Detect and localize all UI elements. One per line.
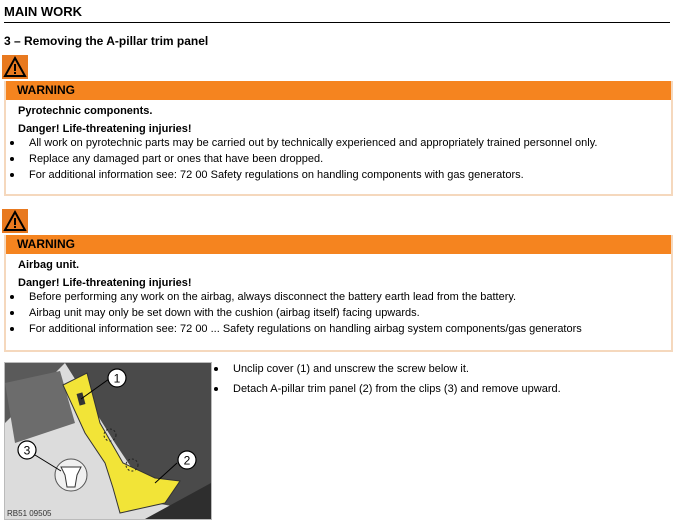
warning-triangle-icon	[2, 209, 28, 233]
instruction-item: Detach A-pillar trim panel (2) from the clips (3) and remove upward.	[222, 382, 561, 396]
warning-item: For additional information see: 72 00 Safety regulations on handling components with gas generators.	[18, 168, 671, 182]
warning-triangle-icon	[2, 55, 28, 79]
warning-header: WARNING	[6, 81, 671, 100]
a-pillar-illustration	[5, 363, 211, 519]
warning-danger: Danger! Life-threatening injuries!	[18, 123, 192, 135]
callout-2-label: 2	[183, 453, 191, 468]
warning-item: For additional information see: 72 00 ... Safety regulations on handling airbag system components/gas generators	[18, 322, 671, 336]
warning-item: Replace any damaged part or ones that have been dropped.	[18, 152, 671, 166]
warning-item: Airbag unit may only be set down with the cushion (airbag itself) facing upwards.	[18, 306, 671, 320]
instruction-item: Unclip cover (1) and unscrew the screw below it.	[222, 362, 561, 376]
instructions	[222, 362, 561, 402]
warning-header: WARNING	[6, 235, 671, 254]
warning-subject: Pyrotechnic components.	[18, 105, 153, 117]
step-title: 3 – Removing the A-pillar trim panel	[4, 34, 209, 48]
section-title: MAIN WORK	[4, 4, 670, 23]
warning-subject: Airbag unit.	[18, 259, 80, 271]
warning-item: Before performing any work on the airbag, always disconnect the battery earth lead from the battery.	[18, 290, 671, 304]
warning-list	[18, 136, 671, 182]
callout-1-label: 1	[113, 371, 121, 386]
warning-box-pyrotechnic	[4, 81, 673, 196]
warning-list	[18, 290, 671, 336]
warning-box-airbag	[4, 235, 673, 352]
a-pillar-figure	[4, 362, 212, 520]
figure-label: RB51 09505	[7, 509, 52, 518]
warning-item: All work on pyrotechnic parts may be carried out by technically experienced and appropriately trained personnel only.	[18, 136, 671, 150]
callout-3-label: 3	[23, 443, 31, 458]
warning-danger: Danger! Life-threatening injuries!	[18, 277, 192, 289]
